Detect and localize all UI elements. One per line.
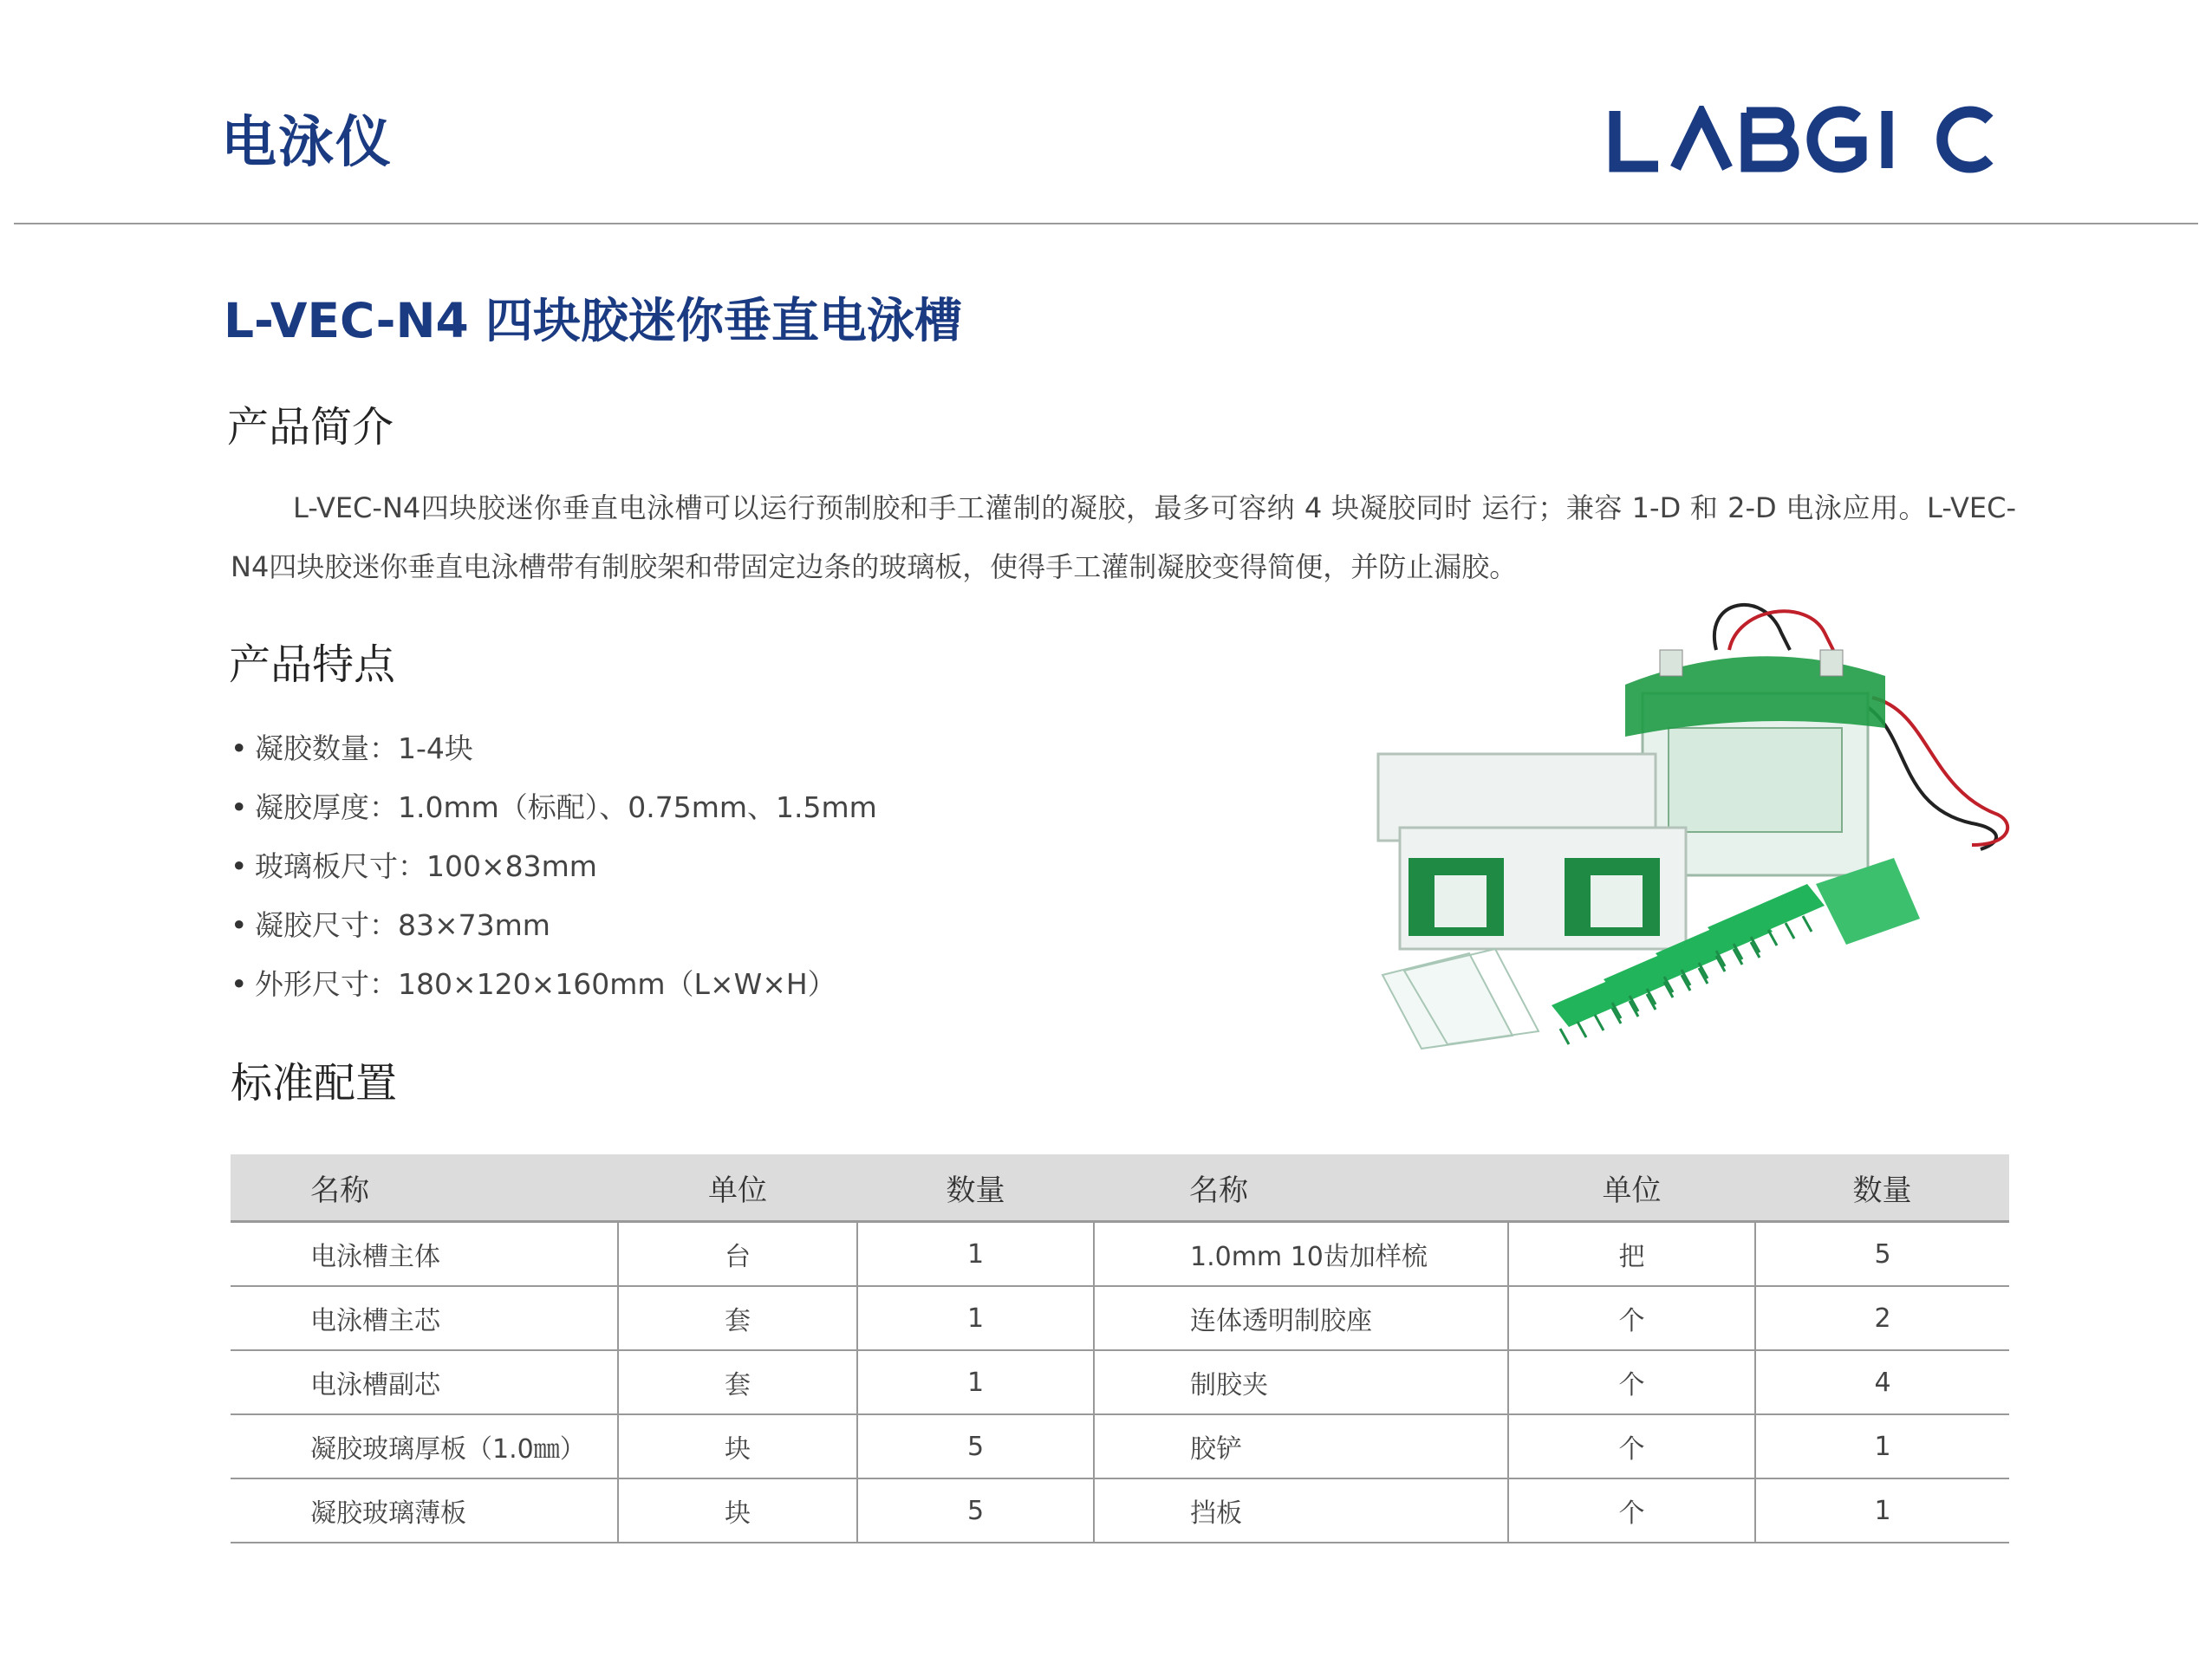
table-cell: 胶铲 bbox=[1094, 1414, 1508, 1478]
product-title: L-VEC-N4 四块胶迷你垂直电泳槽 bbox=[224, 293, 962, 348]
table-cell: 1 bbox=[857, 1350, 1094, 1414]
table-cell: 电泳槽主芯 bbox=[231, 1286, 618, 1350]
table-cell: 1 bbox=[857, 1286, 1094, 1350]
table-cell: 挡板 bbox=[1094, 1478, 1508, 1543]
table-cell: 个 bbox=[1508, 1286, 1755, 1350]
table-cell: 套 bbox=[618, 1350, 857, 1414]
table-row bbox=[231, 1222, 2009, 1287]
table-cell: 1.0mm 10齿加样梳 bbox=[1094, 1222, 1508, 1287]
table-cell: 1 bbox=[857, 1222, 1094, 1287]
bullet-icon: • bbox=[231, 908, 248, 942]
table-cell: 2 bbox=[1755, 1286, 2009, 1350]
table-cell: 5 bbox=[857, 1414, 1094, 1478]
table-cell: 4 bbox=[1755, 1350, 2009, 1414]
bullet-icon: • bbox=[231, 790, 248, 824]
features-heading: 产品特点 bbox=[229, 640, 396, 689]
table-cell: 5 bbox=[1755, 1222, 2009, 1287]
table-cell: 个 bbox=[1508, 1414, 1755, 1478]
table-cell: 把 bbox=[1508, 1222, 1755, 1287]
feature-item: • 凝胶尺寸：83×73mm bbox=[231, 896, 877, 955]
table-cell: 5 bbox=[857, 1478, 1094, 1543]
table-row bbox=[231, 1350, 2009, 1414]
config-heading: 标准配置 bbox=[231, 1059, 398, 1108]
column-header-quantity: 数量 bbox=[857, 1154, 1094, 1222]
header-divider bbox=[14, 223, 2198, 224]
intro-heading: 产品简介 bbox=[227, 403, 394, 452]
table-row bbox=[231, 1414, 2009, 1478]
table-header-row bbox=[231, 1154, 2009, 1222]
table-cell: 套 bbox=[618, 1286, 857, 1350]
column-header-name: 名称 bbox=[231, 1154, 618, 1222]
feature-item: • 外形尺寸：180×120×160mm（L×W×H） bbox=[231, 955, 877, 1014]
page-category-title: 电泳仪 bbox=[221, 111, 393, 175]
table-cell: 块 bbox=[618, 1478, 857, 1543]
table-cell: 块 bbox=[618, 1414, 857, 1478]
table-cell: 个 bbox=[1508, 1478, 1755, 1543]
column-header-name: 名称 bbox=[1094, 1154, 1508, 1222]
column-header-quantity: 数量 bbox=[1755, 1154, 2009, 1222]
table-cell: 台 bbox=[618, 1222, 857, 1287]
column-header-unit: 单位 bbox=[618, 1154, 857, 1222]
table-row bbox=[231, 1286, 2009, 1350]
bullet-icon: • bbox=[231, 849, 248, 883]
config-table bbox=[231, 1154, 2009, 1543]
feature-item: • 凝胶数量：1-4块 bbox=[231, 719, 877, 778]
product-photo bbox=[1374, 598, 2020, 1057]
table-cell: 凝胶玻璃薄板 bbox=[231, 1478, 618, 1543]
table-cell: 1 bbox=[1755, 1478, 2009, 1543]
table-cell: 凝胶玻璃厚板（1.0㎜） bbox=[231, 1414, 618, 1478]
labgic-logo bbox=[1608, 106, 1998, 173]
table-cell: 电泳槽主体 bbox=[231, 1222, 618, 1287]
table-cell: 连体透明制胶座 bbox=[1094, 1286, 1508, 1350]
bullet-icon: • bbox=[231, 731, 248, 765]
bullet-icon: • bbox=[231, 967, 248, 1001]
table-cell: 个 bbox=[1508, 1350, 1755, 1414]
feature-item: • 凝胶厚度：1.0mm（标配）、0.75mm、1.5mm bbox=[231, 778, 877, 837]
features-list bbox=[231, 719, 877, 1014]
feature-item: • 玻璃板尺寸：100×83mm bbox=[231, 837, 877, 896]
intro-paragraph: L-VEC-N4四块胶迷你垂直电泳槽可以运行预制胶和手工灌制的凝胶，最多可容纳 4 块凝胶同时 运行；兼容 1-D 和 2-D 电泳应用。L-VEC-N4四块胶迷你垂直电泳槽带有制胶架和带固定边条的玻璃板，使得手工灌制凝胶变得简便，并防止漏胶。 bbox=[231, 491, 2016, 583]
table-row bbox=[231, 1478, 2009, 1543]
table-cell: 1 bbox=[1755, 1414, 2009, 1478]
column-header-unit: 单位 bbox=[1508, 1154, 1755, 1222]
table-cell: 电泳槽副芯 bbox=[231, 1350, 618, 1414]
table-cell: 制胶夹 bbox=[1094, 1350, 1508, 1414]
